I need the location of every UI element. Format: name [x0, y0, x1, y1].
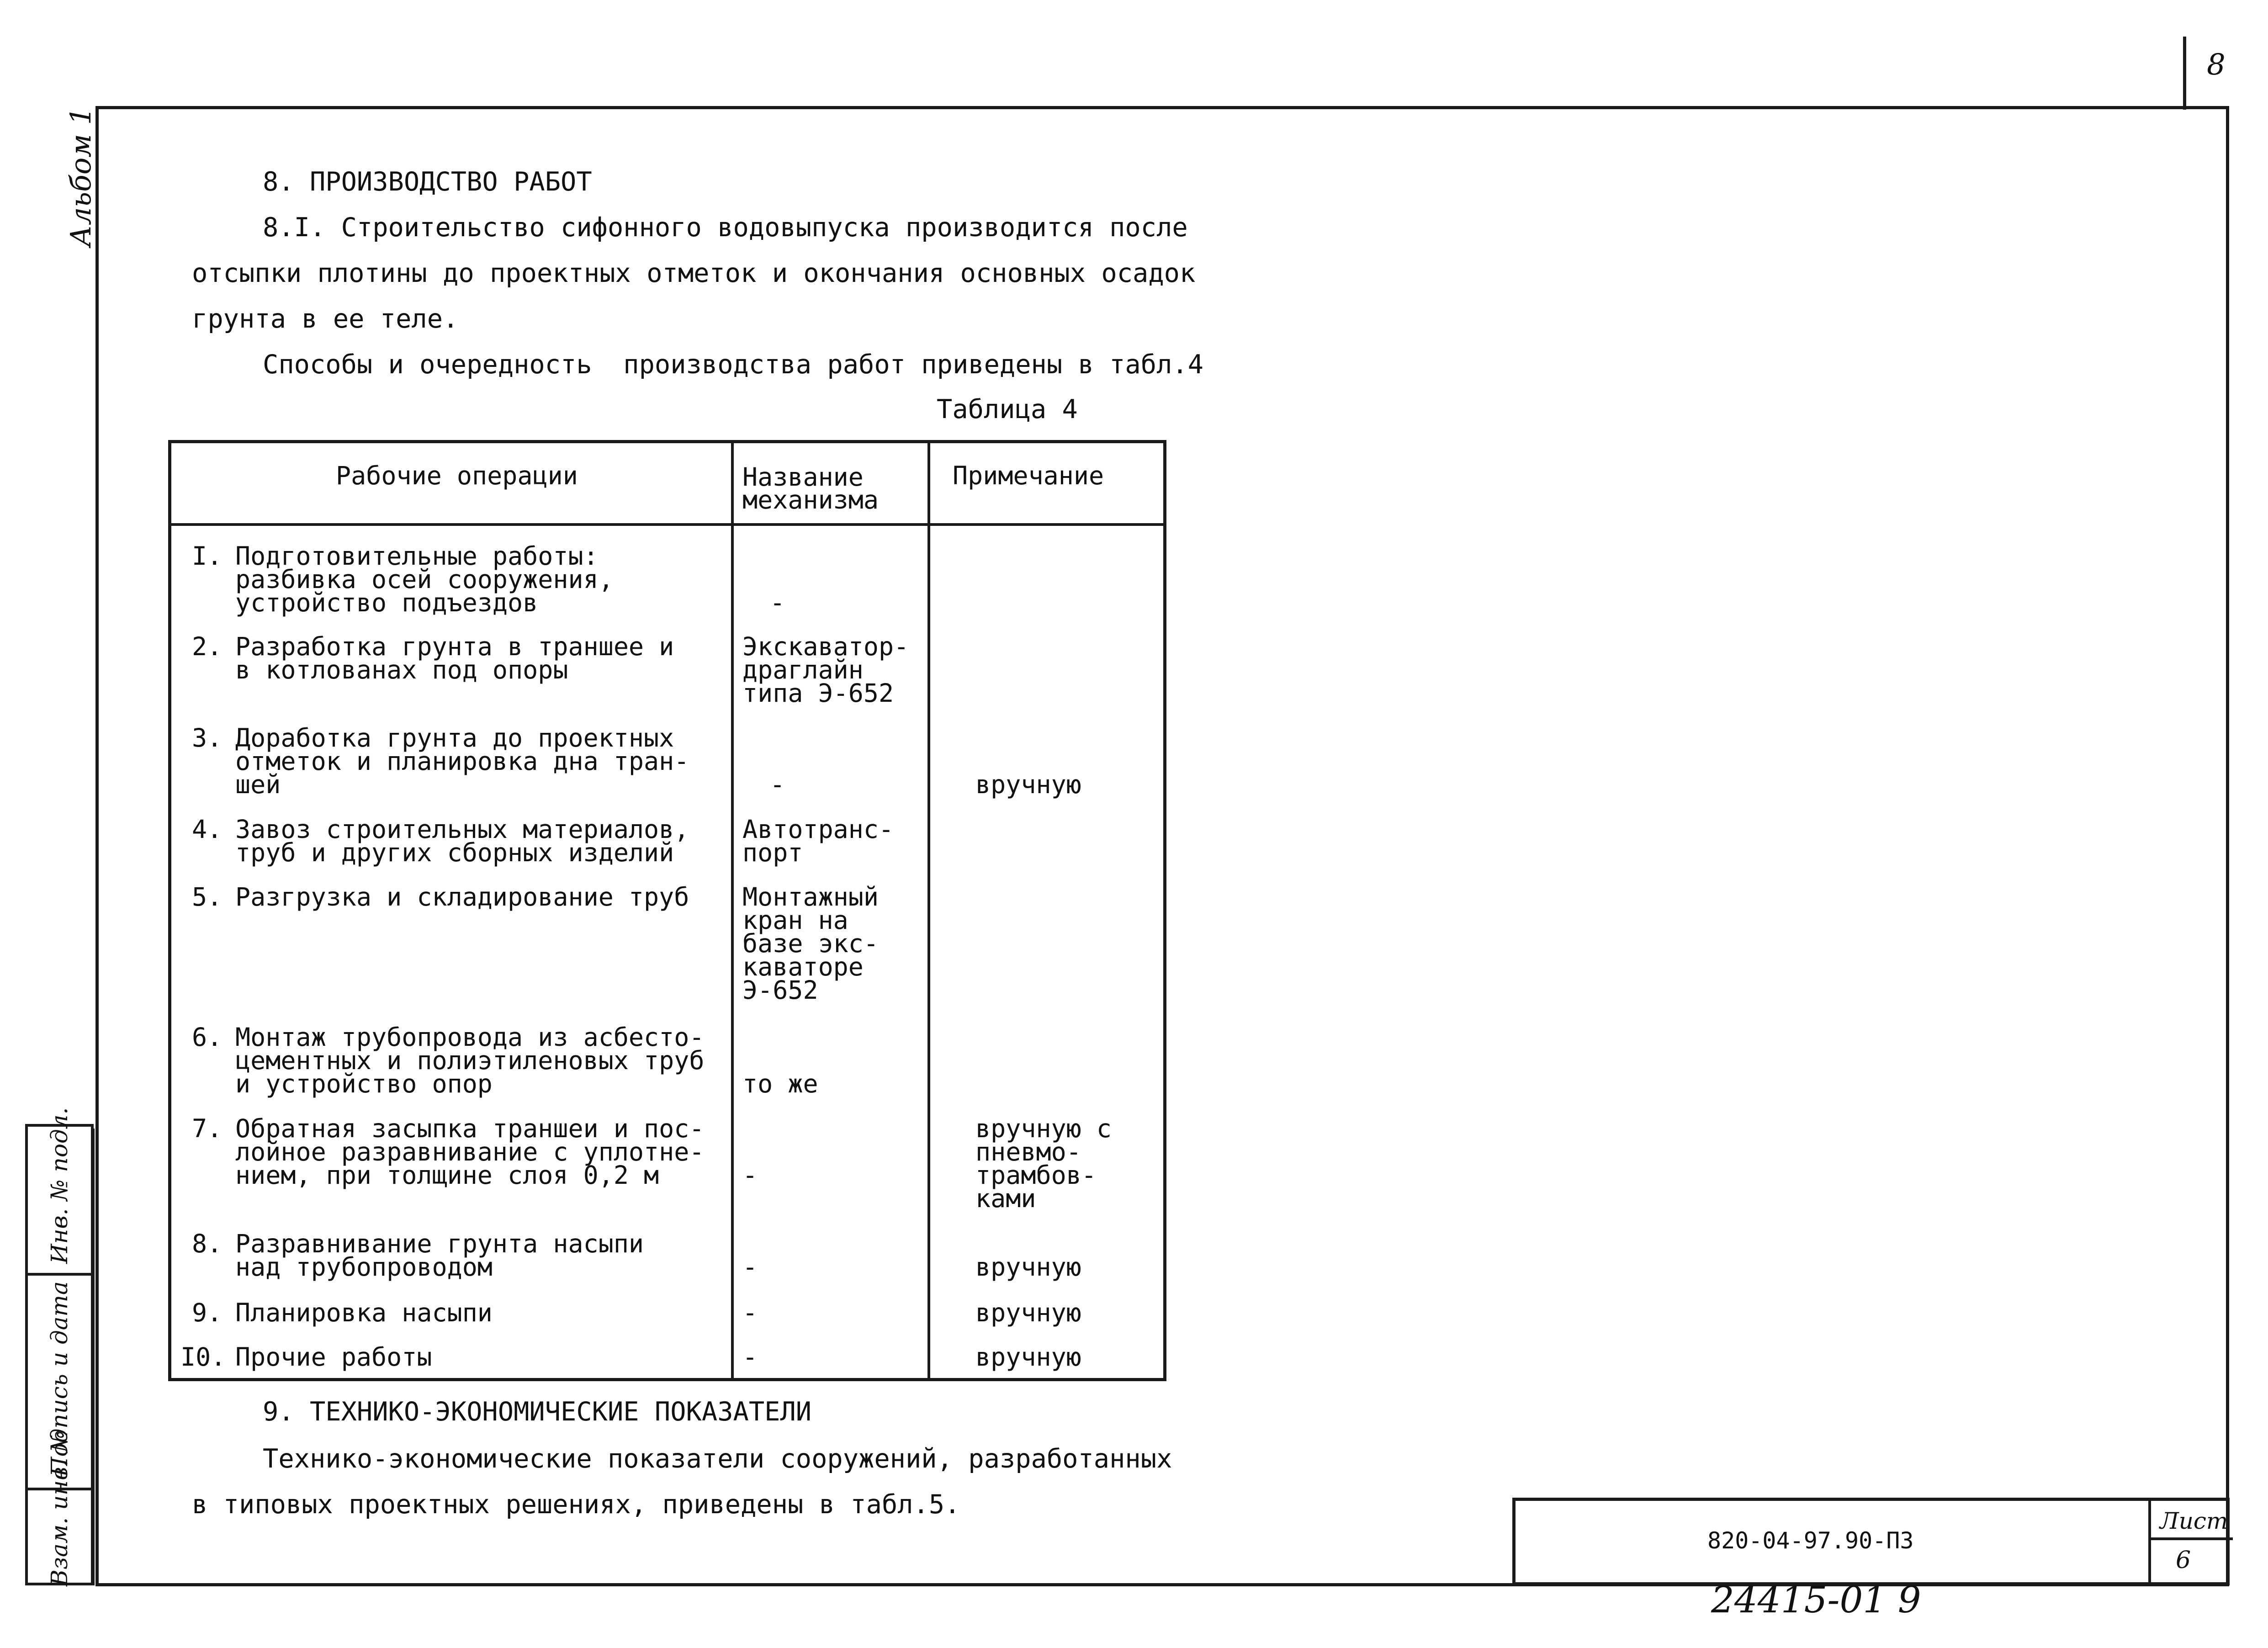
row-5-mech-2: кран на	[742, 906, 848, 935]
row-6-num: 6.	[192, 1023, 223, 1052]
title-block-sheet-divider	[2148, 1537, 2233, 1540]
row-7-mech: -	[742, 1160, 758, 1190]
row-9-note: вручную	[975, 1298, 1081, 1327]
table-col-divider	[927, 443, 930, 1378]
row-6-mech: то же	[742, 1069, 818, 1098]
row-3-mech: -	[770, 770, 785, 799]
section-9-heading: 9. ТЕХНИКО-ЭКОНОМИЧЕСКИЕ ПОКАЗАТЕЛИ	[263, 1397, 812, 1427]
section-8-line-1: 8.I. Строительство сифонного водовыпуска производится после	[263, 212, 1188, 243]
row-5-mech-3: базе экс-	[742, 929, 879, 958]
row-2-mech-2: драглайн	[742, 655, 864, 684]
row-7-note-1: вручную с	[975, 1114, 1112, 1143]
section-9-line-2: в типовых проектных решениях, приведены в табл.5.	[192, 1489, 960, 1520]
row-2-op-1: Разработка грунта в траншее и	[235, 632, 674, 661]
section-8-line-3: грунта в ее теле.	[192, 304, 459, 334]
row-7-note-3: трамбов-	[975, 1160, 1097, 1190]
row-1-op-1: Подготовительные работы:	[235, 541, 599, 571]
row-10-note: вручную	[975, 1342, 1081, 1372]
album-label: Альбом 1	[64, 107, 97, 247]
header-operations: Рабочие операции	[336, 461, 578, 490]
row-3-op-3: шей	[235, 770, 281, 799]
row-10-num: I0.	[180, 1342, 226, 1372]
side-stamp	[25, 1107, 94, 1586]
row-10-op-1: Прочие работы	[235, 1342, 432, 1372]
row-3-num: 3.	[192, 723, 223, 752]
methods-line: Способы и очередность производства работ приведены в табл.4	[263, 350, 1204, 380]
table-col-divider	[731, 443, 734, 1378]
row-8-num: 8.	[192, 1229, 223, 1258]
inventory-number: 24415-01 9	[1711, 1579, 1921, 1621]
stamp-cell-inv	[28, 1107, 91, 1273]
document-code: 820-04-97.90-ПЗ	[1707, 1527, 1914, 1554]
row-9-op-1: Планировка насыпи	[235, 1298, 493, 1327]
row-7-op-2: лойное разравнивание с уплотне-	[235, 1137, 705, 1166]
page-corner-number: 8	[2207, 48, 2226, 82]
sheet-number: 6	[2176, 1547, 2191, 1574]
title-block-divider	[2148, 1501, 2151, 1582]
row-2-op-2: в котлованах под опоры	[235, 655, 568, 684]
row-5-op-1: Разгрузка и складирование труб	[235, 882, 689, 911]
row-5-mech-4: каваторе	[742, 952, 864, 981]
row-9-num: 9.	[192, 1298, 223, 1327]
row-5-mech-1: Монтажный	[742, 882, 879, 911]
row-4-op-1: Завоз строительных материалов,	[235, 815, 689, 844]
sheet-label: Лист	[2160, 1508, 2228, 1534]
row-8-op-2: над трубопроводом	[235, 1252, 493, 1282]
stamp-cell-replace	[28, 1431, 91, 1588]
title-block	[1512, 1498, 2230, 1585]
row-2-mech-1: Экскаватор-	[742, 632, 909, 661]
row-10-mech: -	[742, 1342, 758, 1372]
stamp-inv-label: Инв. № подл.	[46, 1107, 73, 1264]
header-mechanism-2: механизма	[742, 485, 879, 514]
section-8-line-2: отсыпки плотины до проектных отметок и окончания основных осадок	[192, 258, 1196, 288]
row-3-op-1: Доработка грунта до проектных	[235, 723, 674, 752]
section-9-line-1: Технико-экономические показатели сооружений, разработанных	[263, 1444, 1172, 1474]
header-note: Примечание	[953, 461, 1104, 490]
row-5-mech-5: Э-652	[742, 975, 818, 1005]
row-8-op-1: Разравнивание грунта насыпи	[235, 1229, 644, 1258]
row-7-op-3: нием, при толщине слоя 0,2 м	[235, 1160, 659, 1190]
row-3-op-2: отметок и планировка дна тран-	[235, 747, 689, 776]
stamp-replace-label: Взам. инв. №	[46, 1431, 73, 1586]
row-7-note-2: пневмо-	[975, 1137, 1081, 1166]
section-8-heading: 8. ПРОИЗВОДСТВО РАБОТ	[263, 167, 592, 197]
table-header-divider	[171, 523, 1163, 526]
row-7-op-1: Обратная засыпка траншеи и пос-	[235, 1114, 705, 1143]
row-4-num: 4.	[192, 815, 223, 844]
row-6-op-3: и устройство опор	[235, 1069, 493, 1098]
row-2-mech-3: типа Э-652	[742, 678, 894, 708]
row-7-num: 7.	[192, 1114, 223, 1143]
stamp-sign-label: Подпись и дата	[46, 1281, 73, 1477]
row-1-mech: -	[770, 588, 785, 617]
row-8-note: вручную	[975, 1252, 1081, 1282]
row-3-note: вручную	[975, 770, 1081, 799]
row-2-num: 2.	[192, 632, 223, 661]
row-4-mech-1: Автотранс-	[742, 815, 894, 844]
row-6-op-1: Монтаж трубопровода из асбесто-	[235, 1023, 705, 1052]
row-4-op-2: труб и других сборных изделий	[235, 838, 674, 867]
table-4	[168, 440, 1166, 1381]
row-6-op-2: цементных и полиэтиленовых труб	[235, 1046, 705, 1075]
header-mechanism-1: Название	[742, 462, 864, 492]
row-1-num: I.	[192, 541, 223, 571]
row-1-op-3: устройство подъездов	[235, 588, 538, 617]
row-1-op-2: разбивка осей сооружения,	[235, 565, 614, 594]
row-7-note-4: ками	[975, 1184, 1036, 1213]
row-4-mech-2: порт	[742, 838, 803, 867]
table-caption: Таблица 4	[937, 394, 1078, 424]
corner-divider	[2183, 37, 2186, 110]
row-9-mech: -	[742, 1298, 758, 1327]
row-5-num: 5.	[192, 882, 223, 911]
row-8-mech: -	[742, 1252, 758, 1282]
